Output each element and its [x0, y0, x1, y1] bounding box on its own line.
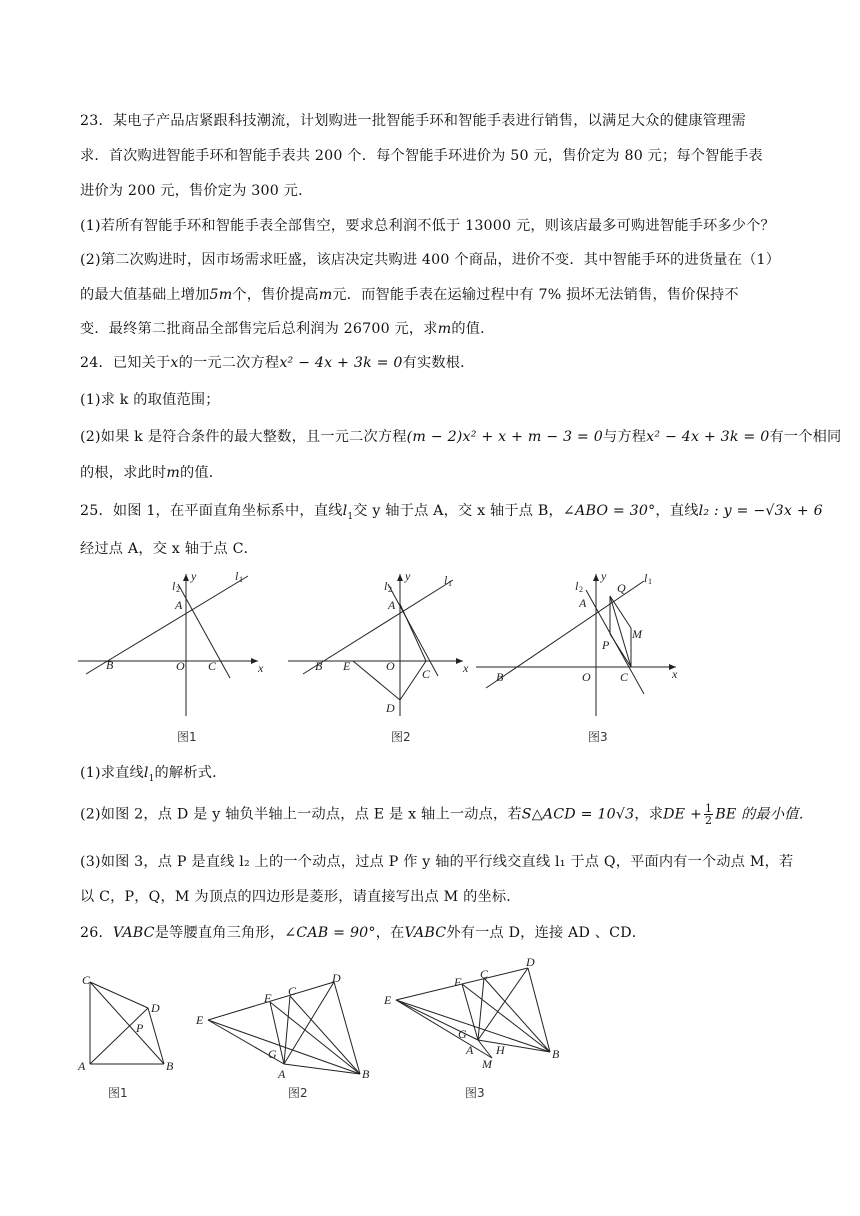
svg-text:A: A: [466, 1043, 474, 1057]
svg-text:E: E: [196, 1013, 204, 1027]
svg-text:A: A: [278, 1067, 286, 1081]
svg-text:B: B: [496, 670, 504, 684]
svg-text:2: 2: [579, 585, 583, 594]
svg-text:B: B: [315, 659, 323, 673]
svg-text:G: G: [458, 1027, 467, 1041]
svg-text:C: C: [208, 659, 217, 673]
q25-figure-2-caption: 图2: [391, 730, 411, 744]
svg-text:H: H: [496, 1043, 505, 1057]
svg-text:2: 2: [388, 585, 392, 594]
q24-part-1: (1)求 k 的取值范围；: [80, 392, 220, 408]
q25-figure-1: [78, 566, 268, 726]
q23-part-2-line-3: 变．最终第二批商品全部售完后总利润为 26700 元，求m的值．: [80, 321, 495, 337]
svg-text:C: C: [620, 670, 629, 684]
q24-part-2-line-2: 的根，求此时m的值．: [80, 465, 224, 481]
svg-text:E: E: [384, 993, 392, 1007]
q24-equation: x² − 4x + 3k = 0: [279, 355, 403, 371]
svg-text:P: P: [602, 638, 610, 652]
q23-part-2-line-1: (2)第二次购进时，因市场需求旺盛，该店决定共购进 400 个商品，进价不变．其中智能手环的进货量在（1）: [80, 252, 781, 268]
svg-text:B: B: [552, 1047, 560, 1061]
q23-part-1: (1)若所有智能手环和智能手表全部售空，要求总利润不低于 13000 元，则该店最多可购进智能手环多少个？: [80, 218, 775, 234]
q25-part-1: (1)求直线$l_1$的解析式．: [80, 765, 227, 784]
svg-text:l: l: [575, 579, 579, 593]
svg-text:y: y: [405, 569, 411, 583]
svg-text:C: C: [82, 973, 91, 987]
q24-part-2-line-1: (2)如果 k 是符合条件的最大整数，且一元二次方程(m − 2)x² + x + m − 3 = 0与方程x² − 4x + 3k = 0有一个相同: [80, 429, 842, 445]
svg-text:C: C: [480, 967, 489, 981]
svg-text:C: C: [288, 984, 297, 998]
svg-text:G: G: [268, 1047, 277, 1061]
q25-figure-1-caption: 图1: [177, 730, 197, 744]
svg-text:A: A: [388, 598, 396, 612]
svg-text:D: D: [386, 701, 395, 715]
svg-text:1: 1: [448, 579, 452, 588]
svg-text:E: E: [343, 659, 351, 673]
q23-line-1: 23．某电子产品店紧跟科技潮流，计划购进一批智能手环和智能手表进行销售，以满足大众的健康管理需: [80, 113, 746, 129]
q25-figure-3: [476, 566, 686, 726]
q26-figure-2: [194, 968, 384, 1088]
svg-text:C: C: [422, 667, 431, 681]
q24-line-1: 24．已知关于x的一元二次方程x² − 4x + 3k = 0有实数根．: [80, 355, 475, 371]
q25-figure-3-caption: 图3: [588, 730, 608, 744]
svg-text:l: l: [444, 573, 448, 587]
svg-text:B: B: [106, 658, 114, 672]
svg-text:F: F: [264, 991, 272, 1005]
svg-text:1: 1: [239, 575, 243, 584]
svg-text:O: O: [176, 659, 185, 673]
svg-text:O: O: [582, 670, 591, 684]
q25-part-3-line-2: 以 C，P，Q，M 为顶点的四边形是菱形，请直接写出点 M 的坐标．: [80, 889, 521, 905]
svg-text:A: A: [78, 1059, 86, 1073]
svg-text:2: 2: [176, 585, 180, 594]
svg-text:1: 1: [648, 577, 652, 586]
q23-part-2-line-2: 的最大值基础上增加5m个，售价提高m元．而智能手表在运输过程中有 7% 损坏无法销售，售价保持不: [80, 287, 739, 303]
svg-text:y: y: [191, 569, 197, 583]
q26-line-1: 26．VABC是等腰直角三角形，∠CAB = 90°，在VABC外有一点 D，连接 AD 、CD．: [80, 925, 647, 941]
svg-text:x: x: [463, 661, 469, 675]
q23-line-2: 求．首次购进智能手环和智能手表共 200 个．每个智能手环进价为 50 元，售价定为 80 元；每个智能手表: [80, 148, 763, 164]
svg-text:l: l: [235, 569, 239, 583]
q26-figure-3: [382, 956, 572, 1086]
svg-text:D: D: [151, 1001, 160, 1015]
q26-figure-1: [78, 970, 188, 1080]
svg-text:O: O: [386, 659, 395, 673]
q26-figure-3-caption: 图3: [465, 1086, 485, 1100]
svg-text:B: B: [166, 1059, 174, 1073]
q25-line-2: 经过点 A，交 x 轴于点 C．: [80, 541, 259, 557]
svg-text:A: A: [579, 596, 587, 610]
svg-text:Q: Q: [617, 581, 626, 595]
q25-part-2: (2)如图 2，点 D 是 y 轴负半轴上一动点，点 E 是 x 轴上一动点，若S△ACD = 10√3，求DE + $\frac{1}{2}$ BE 的最小值．: [80, 802, 814, 827]
svg-text:B: B: [362, 1067, 370, 1081]
svg-text:l: l: [172, 579, 176, 593]
svg-text:D: D: [332, 971, 341, 985]
q26-figure-2-caption: 图2: [288, 1086, 308, 1100]
svg-text:x: x: [258, 661, 264, 675]
q25-figure-2: [288, 566, 478, 726]
svg-text:x: x: [672, 667, 678, 681]
q25-line-1: 25．如图 1，在平面直角坐标系中，直线$l_1$交 y 轴于点 A，交 x 轴于点 B，∠ABO = 30°，直线l₂ : y = −√3x + 6: [80, 503, 823, 522]
svg-text:M: M: [482, 1057, 492, 1071]
svg-text:M: M: [632, 627, 642, 641]
svg-text:D: D: [526, 955, 535, 969]
q26-figure-1-caption: 图1: [108, 1086, 128, 1100]
q23-line-3: 进价为 200 元，售价定为 300 元．: [80, 183, 313, 199]
svg-text:l: l: [384, 579, 388, 593]
svg-text:A: A: [175, 598, 183, 612]
fraction-one-half: $\frac{1}{2}$: [705, 802, 713, 827]
svg-text:l: l: [644, 571, 648, 585]
svg-text:y: y: [601, 569, 607, 583]
svg-text:F: F: [454, 975, 462, 989]
svg-text:P: P: [136, 1021, 144, 1035]
q25-part-3-line-1: (3)如图 3，点 P 是直线 l₂ 上的一个动点，过点 P 作 y 轴的平行线交直线 l₁ 于点 Q，平面内有一个动点 M，若: [80, 854, 794, 870]
